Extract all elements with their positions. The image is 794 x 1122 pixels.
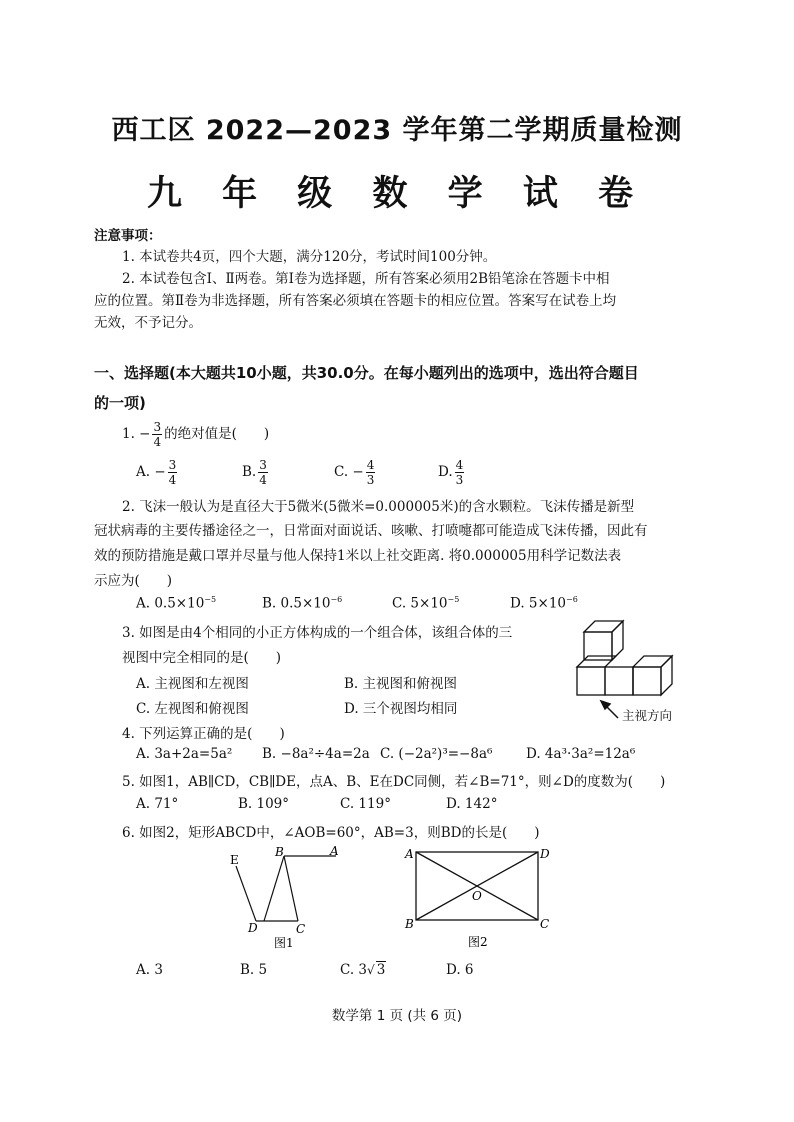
fig1-label-a: A (330, 844, 339, 858)
q2-option-d: D. $5\times 10^{-6}$ (510, 595, 578, 612)
q6-option-b: B. 5 (240, 962, 268, 978)
notice-line-4: 无效，不予记分。 (94, 315, 202, 331)
figure-2-drawing (402, 842, 560, 954)
view-direction-label: 主视方向 (622, 708, 673, 723)
q1-option-d: D. $\frac{4}{3}$ (438, 458, 464, 487)
fig1-label-c: C (296, 922, 306, 936)
q5-option-d: D. 142° (446, 796, 498, 812)
figure-1 (222, 844, 352, 952)
q4-line: 4. 下列运算正确的是( ) (122, 726, 285, 742)
q1-prefix: 1. − (122, 426, 151, 442)
q4-option-d: D. 4a³·3a²=12a⁶ (526, 746, 636, 762)
fig1-label-b: B (275, 845, 284, 859)
q1-fraction: $\frac{3}{4}$ (153, 420, 162, 449)
notice-line-1: 1. 本试卷共4页，四个大题，满分120分，考试时间100分钟。 (122, 249, 497, 265)
fig1-label-d: D (248, 921, 258, 935)
fig2-label-o: O (472, 889, 482, 903)
q1-suffix: 的绝对值是( ) (164, 426, 270, 442)
q5-option-a: A. 71° (136, 796, 179, 812)
page-footer: 数学第 1 页 (共 6 页) (331, 1008, 463, 1024)
q6-option-c: C. 3√ 3 (340, 962, 386, 978)
q4-option-b: B. −8a²÷4a=2a (262, 746, 370, 762)
q6-line: 6. 如图2，矩形ABCD中，∠AOB=60°，AB=3，则BD的长是( ) (122, 825, 540, 841)
question-1 (122, 421, 269, 448)
fig2-label-a: A (405, 847, 414, 861)
exam-title: 西工区 2022—2023 学年第二学期质量检测 (111, 115, 683, 146)
q2-option-b: B. $0.5\times 10^{-6}$ (262, 595, 343, 612)
q2-line-4: 示应为( ) (94, 573, 173, 589)
q2-line-1: 2. 飞沫一般认为是直径大于5微米(5微米=0.000005米)的含水颗粒。飞沫传播是新型 (122, 499, 635, 515)
fig2-label-d: D (540, 847, 550, 861)
notice-line-2: 2. 本试卷包含Ⅰ、Ⅱ两卷。第Ⅰ卷为选择题，所有答案必须用2B铅笔涂在答题卡中相 (122, 271, 610, 287)
q2-option-a: A. $0.5\times 10^{-5}$ (136, 595, 217, 612)
q3-option-a: A. 主视图和左视图 (136, 676, 249, 692)
fig1-label-e: E (230, 853, 239, 867)
fig2-label-c: C (540, 917, 550, 931)
q1-option-c: C. − $\frac{4}{3}$ (334, 458, 375, 487)
notice-heading: 注意事项： (94, 228, 162, 244)
section-heading-line-2: 的一项) (94, 394, 146, 412)
q5-option-b: B. 109° (238, 796, 290, 812)
fig2-caption: 图2 (468, 935, 488, 949)
q2-line-2: 冠状病毒的主要传播途径之一，日常面对面说话、咳嗽、打喷嚏都可能造成飞沫传播，因此有 (94, 523, 648, 539)
q5-line: 5. 如图1，AB∥CD，CB∥DE，点A、B、E在DC同侧，若∠B=71°，则∠D的度数为( ) (122, 774, 666, 790)
q4-option-a: A. 3a+2a=5a² (136, 746, 233, 762)
q1-option-a: A. − $\frac{3}{4}$ (136, 458, 177, 487)
fig2-label-b: B (405, 917, 414, 931)
q2-line-3: 效的预防措施是戴口罩并尽量与他人保持1米以上社交距离. 将0.000005用科学记数法表 (94, 548, 622, 564)
q6-option-d: D. 6 (446, 962, 474, 978)
figure-2 (402, 842, 560, 954)
q2-option-c: C. $5\times 10^{-5}$ (392, 595, 460, 612)
section-heading-line-1: 一、选择题(本大题共10小题，共30.0分。在每小题列出的选项中，选出符合题目 (94, 364, 639, 382)
q3-option-c: C. 左视图和俯视图 (136, 701, 249, 717)
q1-option-b: B. $\frac{3}{4}$ (242, 458, 267, 487)
exam-subtitle: 九 年 级 数 学 试 卷 (146, 174, 648, 214)
figure-1-drawing (222, 844, 352, 952)
q5-option-c: C. 119° (340, 796, 391, 812)
q6-option-a: A. 3 (136, 962, 163, 978)
q4-option-c: C. (−2a²)³=−8a⁶ (380, 746, 493, 762)
q3-option-d: D. 三个视图均相同 (344, 701, 458, 717)
q3-line-2: 视图中完全相同的是( ) (122, 650, 282, 666)
notice-line-3: 应的位置。第Ⅱ卷为非选择题，所有答案必须填在答题卡的相应位置。答案写在试卷上均 (94, 293, 617, 309)
q3-line-1: 3. 如图是由4个相同的小正方体构成的一个组合体，该组合体的三 (122, 625, 513, 641)
q3-option-b: B. 主视图和俯视图 (344, 676, 458, 692)
fig1-caption: 图1 (274, 936, 294, 950)
